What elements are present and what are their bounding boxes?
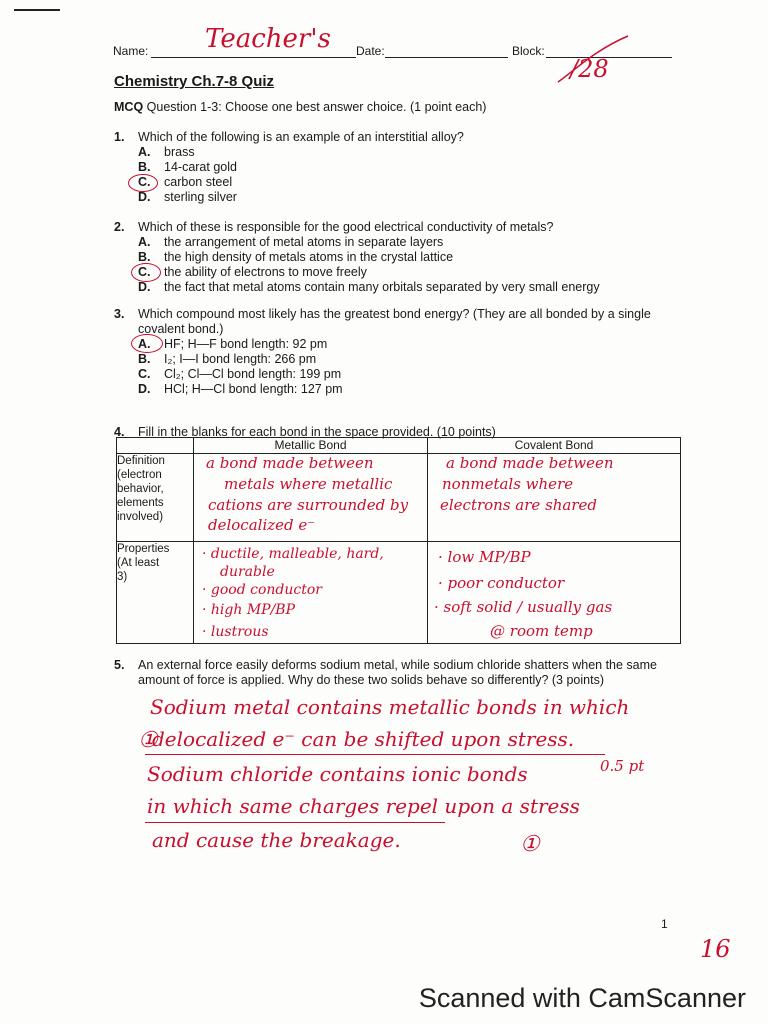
score-value: /28 — [570, 55, 609, 83]
option-a — [138, 235, 443, 250]
option-letter: B. — [138, 352, 151, 366]
option-text: sterling silver — [164, 190, 237, 204]
handwritten-line: a bond made between — [206, 454, 374, 472]
handwritten-line: · ductile, malleable, hard, — [202, 546, 384, 562]
answer-underline — [145, 822, 445, 823]
column-header-covalent: Covalent Bond — [428, 438, 681, 454]
option-d — [138, 190, 237, 205]
handwritten-line: nonmetals where — [442, 475, 574, 493]
question-stem: An external force easily deforms sodium metal, while sodium chloride shatters when the same amount of force is applied. Why do these two solids behave so differently? (3 points) — [138, 658, 657, 687]
handwritten-line: · high MP/BP — [202, 602, 296, 618]
option-text: the high density of metals atoms in the crystal lattice — [164, 250, 454, 264]
option-b — [138, 160, 237, 175]
covalent-properties-cell — [428, 542, 681, 644]
bond-table — [116, 437, 681, 644]
option-letter: C. — [138, 367, 151, 381]
row-label-properties — [117, 542, 194, 644]
metallic-properties-cell — [194, 542, 428, 644]
option-text: the ability of electrons to move freely — [164, 265, 367, 279]
question-number: 3. — [114, 307, 125, 321]
answer-circle — [131, 334, 163, 353]
option-b — [138, 250, 453, 265]
handwritten-line: @ room temp — [490, 622, 593, 640]
handwritten-line: · soft solid / usually gas — [434, 598, 613, 616]
question-number: 1. — [114, 130, 125, 144]
question-number: 5. — [114, 658, 125, 672]
table-corner — [117, 438, 194, 454]
handwritten-line: a bond made between — [446, 454, 614, 472]
answer-line-2: delocalized e⁻ can be shifted upon stress. — [152, 727, 575, 751]
question-stem: Which of the following is an example of an interstitial alloy? — [138, 130, 464, 144]
label-line: (electron — [117, 469, 162, 481]
option-letter: B. — [138, 160, 151, 174]
handwritten-line: electrons are shared — [440, 496, 598, 514]
question-number: 4. — [114, 425, 125, 439]
handwritten-line: · good conductor — [202, 582, 322, 598]
answer-circle — [131, 263, 161, 282]
option-letter: C. — [138, 265, 151, 279]
option-letter: A. — [138, 145, 151, 159]
label-line: involved) — [117, 511, 164, 523]
question-stem: Which of these is responsible for the good electrical conductivity of metals? — [138, 220, 554, 234]
row-label-definition — [117, 454, 194, 542]
point-mark-1: ① — [138, 728, 158, 753]
column-header-metallic: Metallic Bond — [194, 438, 428, 454]
handwritten-line: delocalized e⁻ — [208, 516, 316, 534]
option-letter: A. — [138, 337, 151, 351]
question-number: 2. — [114, 220, 125, 234]
option-letter: D. — [138, 280, 151, 294]
question-stem: Fill in the blanks for each bond in the space provided. (10 points) — [138, 425, 496, 439]
handwritten-line: durable — [220, 564, 275, 580]
label-line: Properties — [117, 543, 170, 555]
option-letter: C. — [138, 175, 151, 189]
page-number: 1 — [661, 917, 668, 931]
label-line: behavior, — [117, 483, 164, 495]
covalent-definition-cell — [428, 454, 681, 542]
option-text: 14-carat gold — [164, 160, 237, 174]
handwritten-line: · lustrous — [202, 624, 269, 640]
label-line: (At least — [117, 557, 160, 569]
mcq-instructions — [114, 100, 486, 114]
metallic-definition-cell — [194, 454, 428, 542]
half-point-mark: 0.5 pt — [600, 757, 645, 775]
answer-line-4: in which same charges repel upon a stress — [147, 794, 580, 818]
handwritten-line: cations are surrounded by — [208, 496, 409, 514]
answer-line-5: and cause the breakage. — [152, 828, 401, 852]
option-text: HF; H—F bond length: 92 pm — [164, 337, 328, 351]
handwritten-line: metals where metallic — [224, 475, 393, 493]
name-underline — [151, 57, 356, 58]
point-mark-2: ① — [520, 832, 540, 857]
handwritten-line: · poor conductor — [438, 574, 565, 592]
option-letter: B. — [138, 250, 151, 264]
label-line: elements — [117, 497, 164, 509]
option-letter: D. — [138, 190, 151, 204]
answer-circle — [128, 174, 158, 192]
scan-mark — [14, 9, 60, 11]
option-text: brass — [164, 145, 195, 159]
block-label: Block: — [512, 44, 545, 58]
name-label: Name: — [113, 44, 149, 58]
option-c — [138, 265, 367, 280]
label-line: Definition — [117, 455, 165, 467]
option-a — [138, 145, 195, 160]
option-c — [138, 367, 341, 382]
option-text: carbon steel — [164, 175, 233, 189]
instructions-text: Question 1-3: Choose one best answer choice. (1 point each) — [143, 100, 487, 114]
option-a — [138, 337, 327, 352]
answer-line-1: Sodium metal contains metallic bonds in which — [150, 695, 630, 719]
option-text: the fact that metal atoms contain many orbitals separated by very small energy — [164, 280, 600, 294]
option-text: I₂; I—I bond length: 266 pm — [164, 352, 317, 366]
option-letter: A. — [138, 235, 151, 249]
date-label: Date: — [356, 44, 385, 58]
option-text: Cl₂; Cl—Cl bond length: 199 pm — [164, 367, 342, 381]
answer-underline — [145, 754, 605, 755]
option-text: the arrangement of metal atoms in separate layers — [164, 235, 444, 249]
scanner-watermark: Scanned with CamScanner — [418, 983, 746, 1013]
option-b — [138, 352, 316, 367]
instructions-bold: MCQ — [114, 100, 144, 114]
total-score: 16 — [700, 935, 731, 963]
name-value: Teacher's — [205, 24, 331, 54]
date-underline — [385, 57, 508, 58]
option-text: HCl; H—Cl bond length: 127 pm — [164, 382, 343, 396]
answer-line-3: Sodium chloride contains ionic bonds — [147, 762, 528, 786]
option-d — [138, 382, 343, 397]
label-line: 3) — [117, 571, 128, 583]
handwritten-line: · low MP/BP — [438, 548, 531, 566]
question-stem: Which compound most likely has the greatest bond energy? (They are all bonded by a single covalent bond.) — [138, 307, 651, 336]
option-letter: D. — [138, 382, 151, 396]
option-d — [138, 280, 600, 295]
page-title: Chemistry Ch.7-8 Quiz — [114, 73, 275, 90]
